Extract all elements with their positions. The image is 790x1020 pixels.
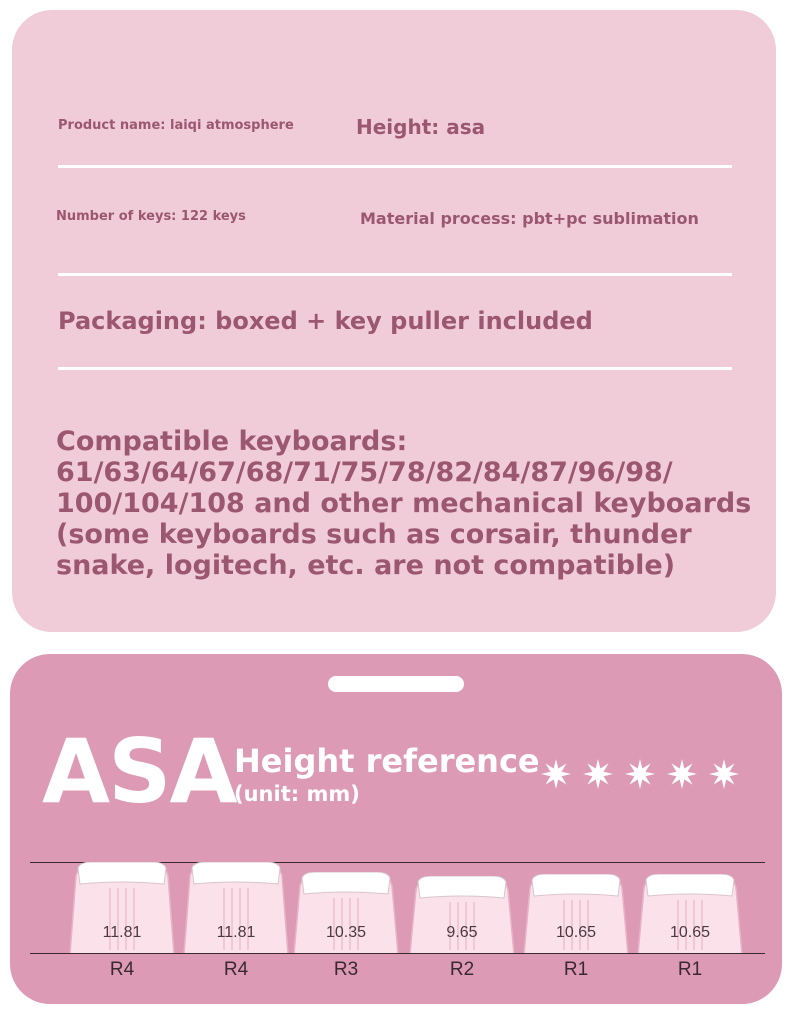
specs-card bbox=[12, 10, 776, 632]
row-label: R1 bbox=[563, 959, 589, 980]
compat-line: 61/63/64/67/68/71/75/78/82/84/87/96/98/ bbox=[56, 457, 673, 488]
keycap-height: 10.65 bbox=[669, 924, 711, 941]
keycap-height: 9.65 bbox=[446, 924, 478, 941]
row-label: R1 bbox=[677, 959, 703, 980]
keycap-height: 11.81 bbox=[102, 924, 142, 941]
packaging-spec: Packaging: boxed + key puller included bbox=[58, 307, 593, 335]
hang-slot bbox=[328, 676, 464, 692]
keycap bbox=[408, 876, 516, 954]
compat-line: 100/104/108 and other mechanical keyboards bbox=[56, 488, 752, 519]
keycap-height: 10.35 bbox=[325, 924, 367, 941]
star-icon bbox=[582, 758, 614, 790]
row-label: R4 bbox=[109, 959, 135, 980]
compat-line: Compatible keyboards: bbox=[56, 426, 408, 457]
star-icon bbox=[540, 758, 572, 790]
product-name: Product name: laiqi atmosphere bbox=[58, 118, 294, 133]
unit-label: (unit: mm) bbox=[234, 782, 360, 806]
row-label: R2 bbox=[449, 959, 475, 980]
keycap bbox=[522, 874, 630, 954]
compat-line: (some keyboards such as corsair, thunder bbox=[56, 519, 692, 550]
star-icon bbox=[666, 758, 698, 790]
keycap-height: 11.81 bbox=[216, 924, 256, 941]
material-spec: Material process: pbt+pc sublimation bbox=[360, 209, 699, 228]
compatible-keyboards bbox=[56, 426, 756, 581]
keycap bbox=[636, 874, 744, 954]
divider bbox=[58, 273, 732, 276]
number-of-keys: Number of keys: 122 keys bbox=[56, 209, 246, 224]
divider bbox=[58, 165, 732, 168]
height-reference-card bbox=[10, 654, 782, 1004]
star-rating bbox=[540, 758, 740, 790]
height-reference-title: Height reference bbox=[234, 742, 540, 780]
bottom-baseline bbox=[30, 953, 765, 954]
row-label: R3 bbox=[333, 959, 359, 980]
profile-logo: ASA bbox=[42, 720, 236, 823]
star-icon bbox=[624, 758, 656, 790]
keycap-row bbox=[10, 862, 782, 980]
compat-line: snake, logitech, etc. are not compatible) bbox=[56, 550, 676, 581]
divider bbox=[58, 367, 732, 370]
keycap-height: 10.65 bbox=[555, 924, 597, 941]
star-icon bbox=[708, 758, 740, 790]
height-spec: Height: asa bbox=[356, 115, 486, 139]
row-label: R4 bbox=[223, 959, 249, 980]
